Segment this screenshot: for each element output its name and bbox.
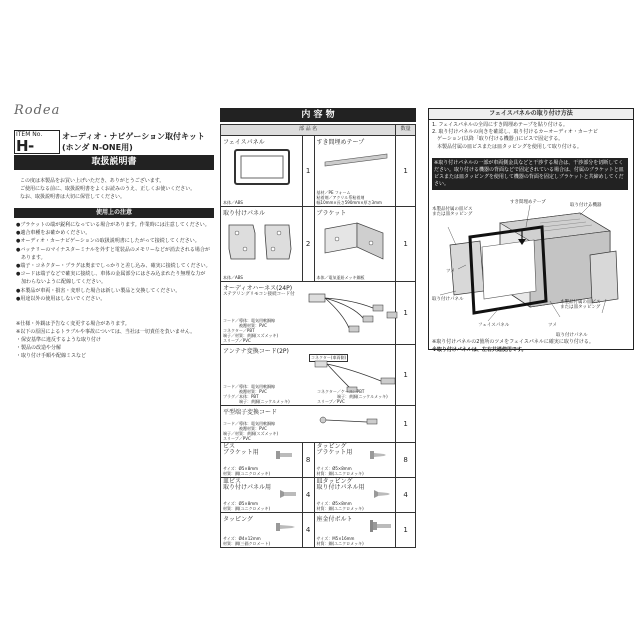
part-qty: 8 <box>396 443 416 478</box>
footer-notes <box>16 320 216 360</box>
part-note: サイズ：Ø5×8mm 材質：鋼(ユニクロメッキ) <box>223 501 271 511</box>
part-note: コード／導体：電気用軟銅線 被覆材質：PVC コネクター／PBT 端子／材質：黄銅(スズメッキ) スリーブ／PVC <box>223 318 279 343</box>
part-name: 取り付けパネル <box>223 210 266 217</box>
part-qty: 1 <box>396 207 416 282</box>
bracket-illustration <box>317 219 393 265</box>
intro-line: この度は本製品をお買い上げいただき、ありがとうございます。 <box>20 178 165 184</box>
part-qty: 1 <box>396 406 416 443</box>
part-note: コード／導体：電気用軟銅線 被覆材質：PVC 端子／材質：黄銅(スズメッキ) スリーブ／PVC <box>223 421 279 441</box>
warning-box: ※取り付けパネルの一部が車両側金具などと干渉する場合は、干渉部分を切断してください。取り付ける機器の背面などで固定されている場合は、付属のブラケットと皿ビスまたは皿タッピングを使用して機器の背面を固定しブラケットと共締めしてください。 <box>432 158 628 190</box>
part-note: 基材／PE フォーム 粘着剤／アクリル系粘着剤 幅10mm×長さ590mm×厚さ3mm <box>316 190 382 205</box>
part-name: 皿ビス 取り付けパネル用 <box>223 478 272 491</box>
table-row <box>221 443 416 478</box>
footer-line: ※仕様・外観は予告なく変更する場合があります。 <box>16 321 130 327</box>
cautions-list <box>16 221 216 303</box>
part-qty: 1 <box>396 513 416 548</box>
part-note: サイズ：Ø5×8mm 材質：鋼(ユニクロメッキ) <box>223 466 271 476</box>
part-qty: 4 <box>396 478 416 513</box>
header-name: 部 品 名 <box>221 125 396 136</box>
caution-item: あります。 <box>16 254 46 261</box>
brand-logo: Rodea <box>14 103 61 118</box>
product-title: オーディオ・ナビゲーション取付キット <box>62 132 205 141</box>
step-line: 1. フェイスパネルの全周にすき間埋めテープを貼り付ける。 <box>432 122 568 128</box>
part-name: フェイスパネル <box>223 139 265 146</box>
caution-item: ●本製品が車両・損害・変形した場合は新しい製品と交換してください。 <box>16 287 181 294</box>
part-qty: 1 <box>396 282 416 345</box>
part-qty: 4 <box>302 478 314 513</box>
mount-panel-illustration <box>223 219 299 263</box>
label-tab-2: ツメ <box>548 323 557 328</box>
part-name: タッピング <box>223 516 253 523</box>
part-note: サイズ：Ø5×8mm 材質：鋼(ユニクロメッキ) <box>316 501 364 511</box>
part-name: アンテナ変換コード(2P) <box>223 348 289 355</box>
item-code: H- <box>16 137 34 155</box>
table-row <box>221 513 416 548</box>
tape-illustration <box>321 150 391 174</box>
countersunk-tapping-icon <box>373 488 393 500</box>
part-name: すき間埋めテープ <box>316 139 365 146</box>
table-row <box>221 136 416 207</box>
part-qty: 2 <box>302 207 314 282</box>
part-note: 本体／電気亜鉛メッキ鋼板 <box>316 275 365 280</box>
part-qty: 1 <box>396 136 416 207</box>
table-row <box>221 282 416 345</box>
label-screw-note: 本製品付属の皿ビス または皿タッピング <box>432 207 473 217</box>
part-name: 平型端子変換コード <box>223 409 278 416</box>
label-tape: すき間埋めテープ <box>510 200 546 205</box>
part-note: コード／導体：電気用軟銅線 被覆材質：PVC プラグ／本体：PBT 端子：黄銅(ニッケルメッキ) <box>223 384 290 404</box>
footer-line: ・取り付け手順や配線ミスなど <box>16 353 87 359</box>
item-no-label: ITEM No. <box>16 131 43 138</box>
part-note-extra: コネクター／ケース：PBT 端子：黄銅(ニッケルメッキ) スリーブ／PVC <box>317 389 388 404</box>
table-row <box>221 345 416 406</box>
tapping-screw-icon <box>369 449 389 461</box>
washer-bolt-icon <box>369 519 393 533</box>
tapping-screw-icon <box>275 521 297 533</box>
part-name: ビス ブラケット用 <box>223 443 259 456</box>
part-note: サイズ：Ø4×12mm 材質：鋼(三価クロメート) <box>223 536 271 546</box>
product-subtitle: (ホンダ N-ONE用) <box>62 143 133 152</box>
contents-title: 内 容 物 <box>220 108 416 122</box>
caution-item: ●オーディオ・カーナビゲーションの取扱説明書にしたがって接続してください。 <box>16 238 200 245</box>
intro-text <box>20 177 216 201</box>
part-note: 本体／ABS <box>223 200 243 205</box>
header-qty: 数量 <box>396 125 416 136</box>
item-number-box <box>14 130 60 154</box>
flat-terminal-illustration <box>317 412 387 432</box>
label-face-panel: フェイスパネル <box>478 323 510 328</box>
part-qty: 1 <box>302 136 314 207</box>
part-note: サイズ：M5×16mm 材質：鋼(ユニクロメッキ) <box>316 536 364 546</box>
caution-item: ●コードは端子などで確実に接続し、車体の金属部分にはさみ込まれたり無理な力が <box>16 271 206 278</box>
intro-line: ご使用になる前に、取扱説明書をよくお読みのうえ、正しくお使いください。 <box>20 186 196 192</box>
part-name: ブラケット <box>316 210 347 217</box>
part-note: 本体／ABS <box>223 275 243 280</box>
part-qty: 8 <box>302 443 314 478</box>
table-row <box>221 478 416 513</box>
part-note: サイズ：Ø5×8mm 材質：鋼(ユニクロメッキ) <box>316 466 364 476</box>
screw-icon <box>275 449 295 461</box>
intro-line: なお、取扱説明書は大切に保管してください。 <box>20 194 126 200</box>
part-name: オーディオハーネス(24P) <box>223 285 293 292</box>
part-sub: ステアリングリモコン接続コード付 <box>223 292 295 297</box>
label-mount-panel: 取り付けパネル <box>432 297 464 302</box>
faceplate-steps <box>432 122 630 151</box>
label-device: 取り付ける機器 <box>570 203 602 208</box>
contents-table <box>220 124 416 548</box>
label-tab: ツメ <box>446 269 455 274</box>
caution-item: ●適合車種をお確かめください。 <box>16 230 91 237</box>
face-panel-illustration <box>227 148 297 186</box>
label-mount-panel-2: 取り付けパネル <box>556 333 588 338</box>
caution-item: 加わらないように配線してください。 <box>16 279 107 286</box>
footer-line: ※以下の原因によるトラブルや事故については、当社は一切責任を負いません。 <box>16 329 196 335</box>
table-row <box>221 406 416 443</box>
cautions-title: 使用上の注意 <box>14 208 214 218</box>
step-line: 本製品付属の皿ビスまたは皿タッピングを使用して取り付ける。 <box>432 143 582 150</box>
part-qty: 4 <box>302 513 314 548</box>
harness-illustration <box>303 288 403 336</box>
step-line: 2. 取り付けパネルの向きを確認し、取り付けるカーオーディオ・カーナビ <box>432 129 598 136</box>
caution-item: ●用途以外の使用はしないでください。 <box>16 295 106 302</box>
faceplate-title: フェイスパネルの取り付け方法 <box>428 108 634 120</box>
footer-line: ・製品の改造や分解 <box>16 345 62 351</box>
part-name: 座金付ボルト <box>316 516 353 523</box>
table-row <box>221 207 416 282</box>
connector-tag: コネクター(車両側) <box>311 355 347 360</box>
bottom-note-2: ※取り付けパネルは、左右共通使用です。 <box>432 347 527 353</box>
part-qty: 1 <box>396 345 416 406</box>
step-line: ゲーション(以降「取り付ける機器」)にビスで固定する。 <box>432 136 564 143</box>
countersunk-screw-icon <box>279 488 299 500</box>
bottom-note: ※取り付けパネルの2箇所のツメをフェイスパネルに確実に取り付ける。 <box>432 339 594 345</box>
caution-item: ●ブラケットの端が鋭利になっている場合があります。作業時には注意してください。 <box>16 222 210 228</box>
manual-title: 取扱説明書 <box>14 155 214 170</box>
footer-line: ・保安基準に違反するような取り付け <box>16 337 102 343</box>
caution-item: ●端子・コネクター・プラグは奥までしっかりと差し込み、確実に接続してください。 <box>16 263 211 270</box>
part-name: タッピング ブラケット用 <box>316 443 353 456</box>
part-name: 皿タッピング 取り付けパネル用 <box>316 478 365 491</box>
label-screw-note-2: 本製品付属の皿ビス または皿タッピング <box>560 300 601 310</box>
caution-item: ●バッテリーのマイナスターミナルを外すと電装品のメモリーなどが消去される場合が <box>16 246 210 253</box>
